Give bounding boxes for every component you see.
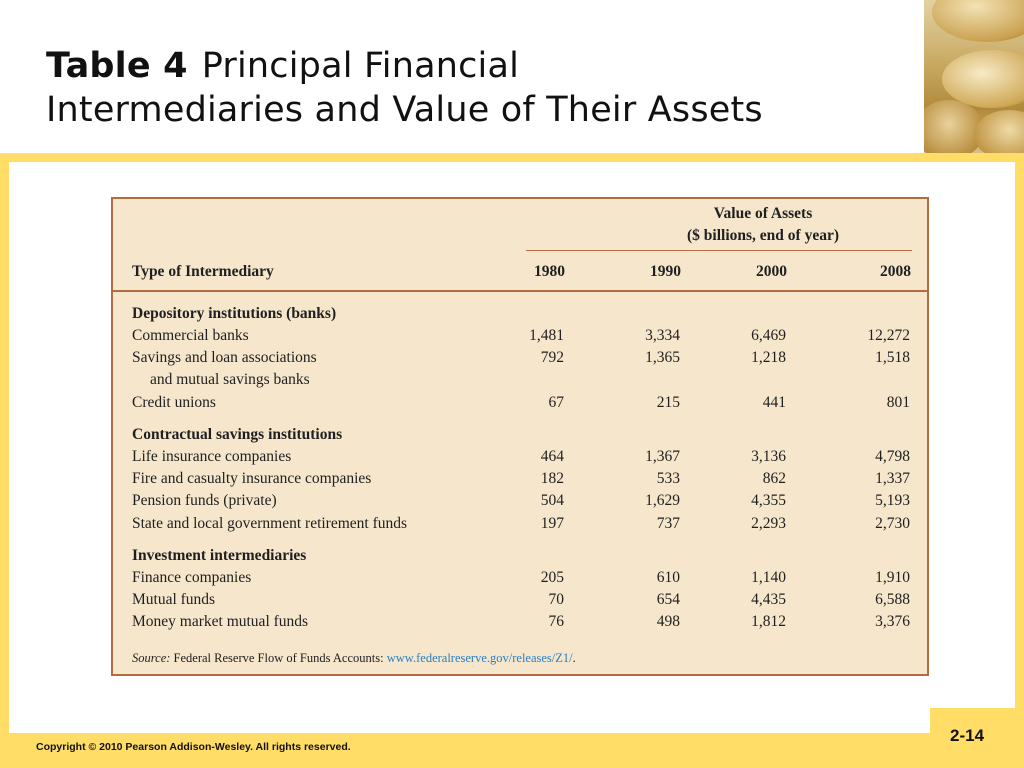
cell-2008: 6,588 [875, 591, 910, 608]
year-header-2000: 2000 [756, 263, 787, 280]
cell-1980: 70 [548, 591, 564, 608]
table-row [132, 567, 912, 589]
table-row [132, 347, 912, 369]
cell-2008: 5,193 [875, 492, 910, 509]
group-header-line2: ($ billions, end of year) [687, 227, 839, 244]
cell-2000: 4,435 [751, 591, 786, 608]
cell-2008: 1,518 [875, 349, 910, 366]
cell-2008: 1,910 [875, 569, 910, 586]
cell-1990: 737 [656, 515, 680, 532]
group-header-rule [526, 250, 912, 251]
slide-title [46, 44, 906, 132]
cell-1990: 1,365 [645, 349, 680, 366]
table-row [132, 446, 912, 468]
cell-2008: 801 [886, 394, 910, 411]
cell-2000: 441 [762, 394, 786, 411]
title-text-line1: Principal Financial [201, 46, 520, 86]
cell-2000: 1,140 [751, 569, 786, 586]
cell-2000: 1,812 [751, 613, 786, 630]
cell-1980: 1,481 [529, 327, 564, 344]
frame-left-border [0, 153, 9, 734]
cell-1980: 504 [540, 492, 564, 509]
source-end: . [572, 651, 576, 665]
frame-top-border [0, 153, 1024, 162]
cell-2000: 4,355 [751, 492, 786, 509]
copyright-notice: Copyright © 2010 Pearson Addison-Wesley. All rights reserved. [36, 741, 351, 753]
section-title: Depository institutions (banks) [132, 305, 337, 322]
row-label: Mutual funds [132, 591, 216, 608]
section-header [132, 424, 912, 446]
table-row [132, 513, 912, 535]
group-header-line1: Value of Assets [713, 205, 813, 222]
table-row [132, 468, 912, 490]
cell-1990: 654 [656, 591, 680, 608]
table-row [132, 392, 912, 414]
cell-1990: 533 [656, 470, 680, 487]
year-header-2008: 2008 [880, 263, 911, 280]
header-rule [113, 290, 927, 292]
row-label: Credit unions [132, 394, 216, 411]
cell-2000: 862 [762, 470, 786, 487]
section-header [132, 303, 912, 325]
row-label: Pension funds (private) [132, 492, 277, 509]
row-label: and mutual savings banks [150, 371, 310, 388]
cell-2008: 12,272 [867, 327, 910, 344]
cell-2008: 3,376 [875, 613, 910, 630]
table-row [132, 325, 912, 347]
source-text: Federal Reserve Flow of Funds Accounts: [170, 651, 387, 665]
cell-1990: 3,334 [645, 327, 680, 344]
frame-right-border [1015, 153, 1024, 734]
coin-icon [974, 110, 1024, 156]
title-text-line2: Intermediaries and Value of Their Assets [46, 90, 763, 130]
cell-1980: 76 [548, 613, 564, 630]
cell-2000: 3,136 [751, 448, 786, 465]
coins-image [924, 0, 1024, 156]
cell-1990: 498 [656, 613, 680, 630]
group-header [613, 203, 913, 247]
table-panel [111, 197, 929, 676]
table-row [132, 490, 912, 512]
cell-1980: 182 [540, 470, 564, 487]
row-label: Commercial banks [132, 327, 249, 344]
cell-1980: 205 [540, 569, 564, 586]
type-column-header: Type of Intermediary [132, 263, 274, 280]
source-label: Source: [132, 651, 171, 665]
cell-1990: 1,367 [645, 448, 680, 465]
row-label: Money market mutual funds [132, 613, 309, 630]
year-header-1990: 1990 [650, 263, 681, 280]
row-label: Savings and loan associations [132, 349, 317, 366]
coin-icon [932, 0, 1024, 42]
year-header-1980: 1980 [534, 263, 565, 280]
cell-2000: 2,293 [751, 515, 786, 532]
section-title: Contractual savings institutions [132, 426, 343, 443]
cell-1980: 464 [540, 448, 564, 465]
cell-1990: 215 [656, 394, 680, 411]
section-title: Investment intermediaries [132, 547, 307, 564]
table-row [132, 611, 912, 633]
cell-2000: 6,469 [751, 327, 786, 344]
table-row-continuation [132, 369, 912, 391]
row-label: Life insurance companies [132, 448, 292, 465]
cell-1980: 67 [548, 394, 564, 411]
source-note [132, 650, 576, 666]
cell-1990: 1,629 [645, 492, 680, 509]
section-header [132, 545, 912, 567]
coin-icon [942, 50, 1024, 108]
table-row [132, 589, 912, 611]
row-label: Fire and casualty insurance companies [132, 470, 372, 487]
page-number: 2-14 [950, 726, 985, 745]
cell-2008: 1,337 [875, 470, 910, 487]
cell-2008: 2,730 [875, 515, 910, 532]
row-label: Finance companies [132, 569, 252, 586]
cell-1990: 610 [656, 569, 680, 586]
title-table-number: Table 4 [46, 46, 188, 86]
row-label: State and local government retirement funds [132, 515, 408, 532]
source-link[interactable]: www.federalreserve.gov/releases/Z1/ [386, 651, 573, 665]
cell-1980: 197 [540, 515, 564, 532]
cell-1980: 792 [540, 349, 564, 366]
cell-2008: 4,798 [875, 448, 910, 465]
cell-2000: 1,218 [751, 349, 786, 366]
